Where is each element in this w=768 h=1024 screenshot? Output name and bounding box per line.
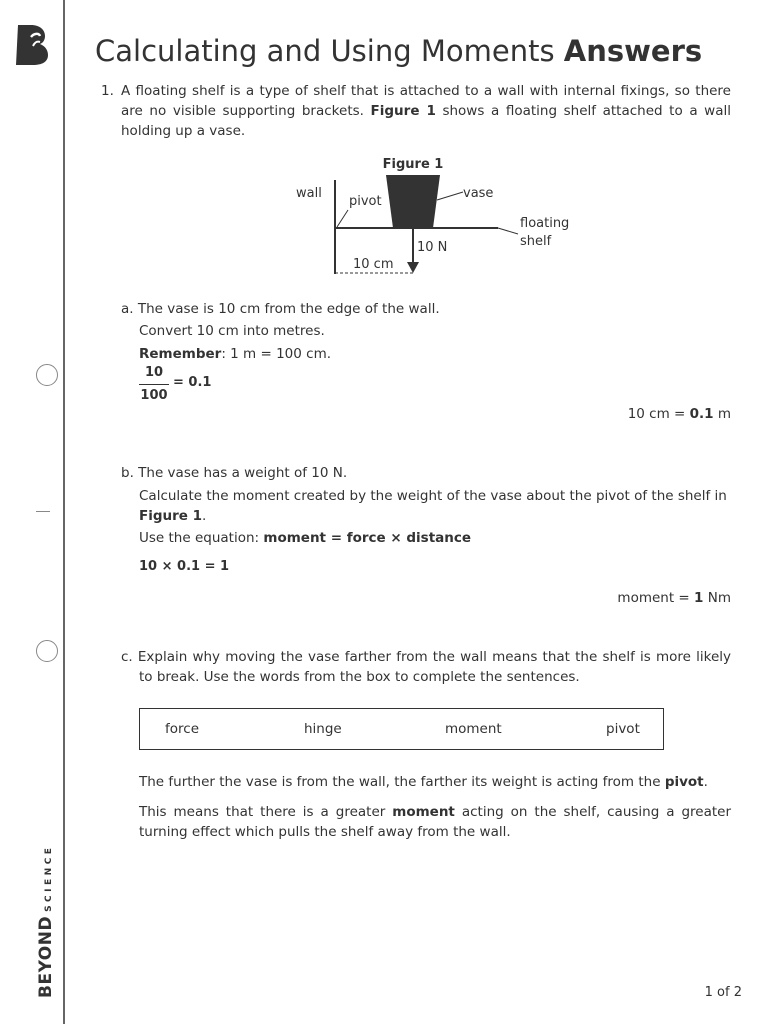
remember-label: Remember (139, 346, 222, 362)
fraction-numerator: 10 (139, 365, 169, 385)
intro-text-b: shows a floating shelf attached to a wall holding up a vase. (121, 103, 731, 139)
part-a-answer (481, 404, 731, 424)
margin-rule (63, 0, 65, 1024)
word-moment: moment (445, 721, 502, 737)
pivot-label: pivot (349, 194, 382, 209)
page-number: 1 of 2 (704, 985, 742, 1000)
figure-1-diagram (280, 150, 600, 280)
answer-a-prefix: 10 cm = (627, 406, 690, 422)
word-box (139, 708, 664, 750)
vase-pointer (437, 192, 463, 200)
part-b-instruction-end: . (202, 508, 207, 524)
brand-wordmark (36, 845, 56, 998)
figure-caption: Figure 1 (382, 157, 444, 172)
word-pivot: pivot (606, 721, 640, 737)
question-number: 1. (101, 83, 114, 99)
fraction-denominator: 100 (140, 388, 168, 403)
sentence-2-text-b: acting on the shelf, causing a greater turning effect which pulls the shelf away from the wall. (139, 804, 731, 840)
sentence-1-text: The further the vase is from the wall, the farther its weight is acting from the (139, 774, 665, 790)
brand-word1: BEYOND (36, 915, 56, 998)
brand-word2: SCIENCE (44, 844, 54, 912)
fraction-result: = 0.1 (173, 375, 212, 390)
part-b-instruction (139, 486, 731, 526)
fraction (139, 365, 169, 404)
part-c-sentence-1 (139, 772, 731, 792)
answer-a-value: 0.1 (689, 406, 714, 422)
punch-hole (36, 364, 58, 386)
sentence-1-answer: pivot (664, 774, 704, 790)
vase-label: vase (463, 186, 494, 201)
force-label: 10 N (417, 240, 448, 255)
title-bold: Answers (563, 34, 703, 68)
part-c-question: c. Explain why moving the vase farther from the wall means that the shelf is more likely to break. Use the words from the box to complete the sentences. (121, 649, 731, 685)
part-a-remember (139, 344, 331, 364)
equation-prefix: Use the equation: (139, 530, 264, 546)
answer-b-value: 1 (694, 590, 704, 606)
word-force: force (165, 721, 199, 737)
answer-b-unit: Nm (703, 590, 731, 606)
question-intro (121, 81, 731, 141)
page-title (95, 34, 702, 68)
pivot-pointer (337, 210, 348, 227)
sentence-2-text-a: This means that there is a greater (139, 804, 393, 820)
answer-b-prefix: moment = (617, 590, 695, 606)
shelf-label: shelf (520, 234, 552, 249)
remember-text: : 1 m = 100 cm. (221, 346, 332, 362)
sentence-1-end: . (703, 774, 708, 790)
part-c-sentence-2 (139, 802, 731, 842)
fold-mark (36, 511, 50, 512)
wall-label: wall (296, 186, 322, 201)
intro-text-a: A floating shelf is a type of shelf that is attached to a wall with internal fixings, so there are no visible supporting brackets. (121, 83, 731, 119)
intro-figure-ref: Figure 1 (370, 103, 436, 119)
vase-shape (386, 175, 440, 228)
part-b-question: b. The vase has a weight of 10 N. (121, 465, 348, 481)
part-b-instruction-text: Calculate the moment created by the weight of the vase about the pivot of the shelf in (139, 488, 727, 504)
word-hinge: hinge (304, 721, 342, 737)
punch-hole (36, 640, 58, 662)
part-b-answer (481, 588, 731, 608)
part-b-equation (139, 528, 471, 548)
shelf-pointer (498, 228, 518, 234)
distance-label: 10 cm (353, 257, 394, 272)
title-main: Calculating and Using Moments (95, 34, 555, 68)
beyond-logo-icon (14, 24, 52, 66)
part-a-question: a. The vase is 10 cm from the edge of the wall. (121, 301, 440, 317)
force-arrowhead (407, 262, 419, 273)
part-b-figure-ref: Figure 1 (139, 508, 203, 524)
equation-text: moment = force × distance (263, 530, 472, 546)
answer-a-unit: m (713, 406, 731, 422)
part-b-working: 10 × 0.1 = 1 (139, 559, 230, 574)
part-a-instruction: Convert 10 cm into metres. (139, 323, 325, 339)
floating-label: floating (520, 216, 570, 231)
sentence-2-answer: moment (392, 804, 455, 820)
